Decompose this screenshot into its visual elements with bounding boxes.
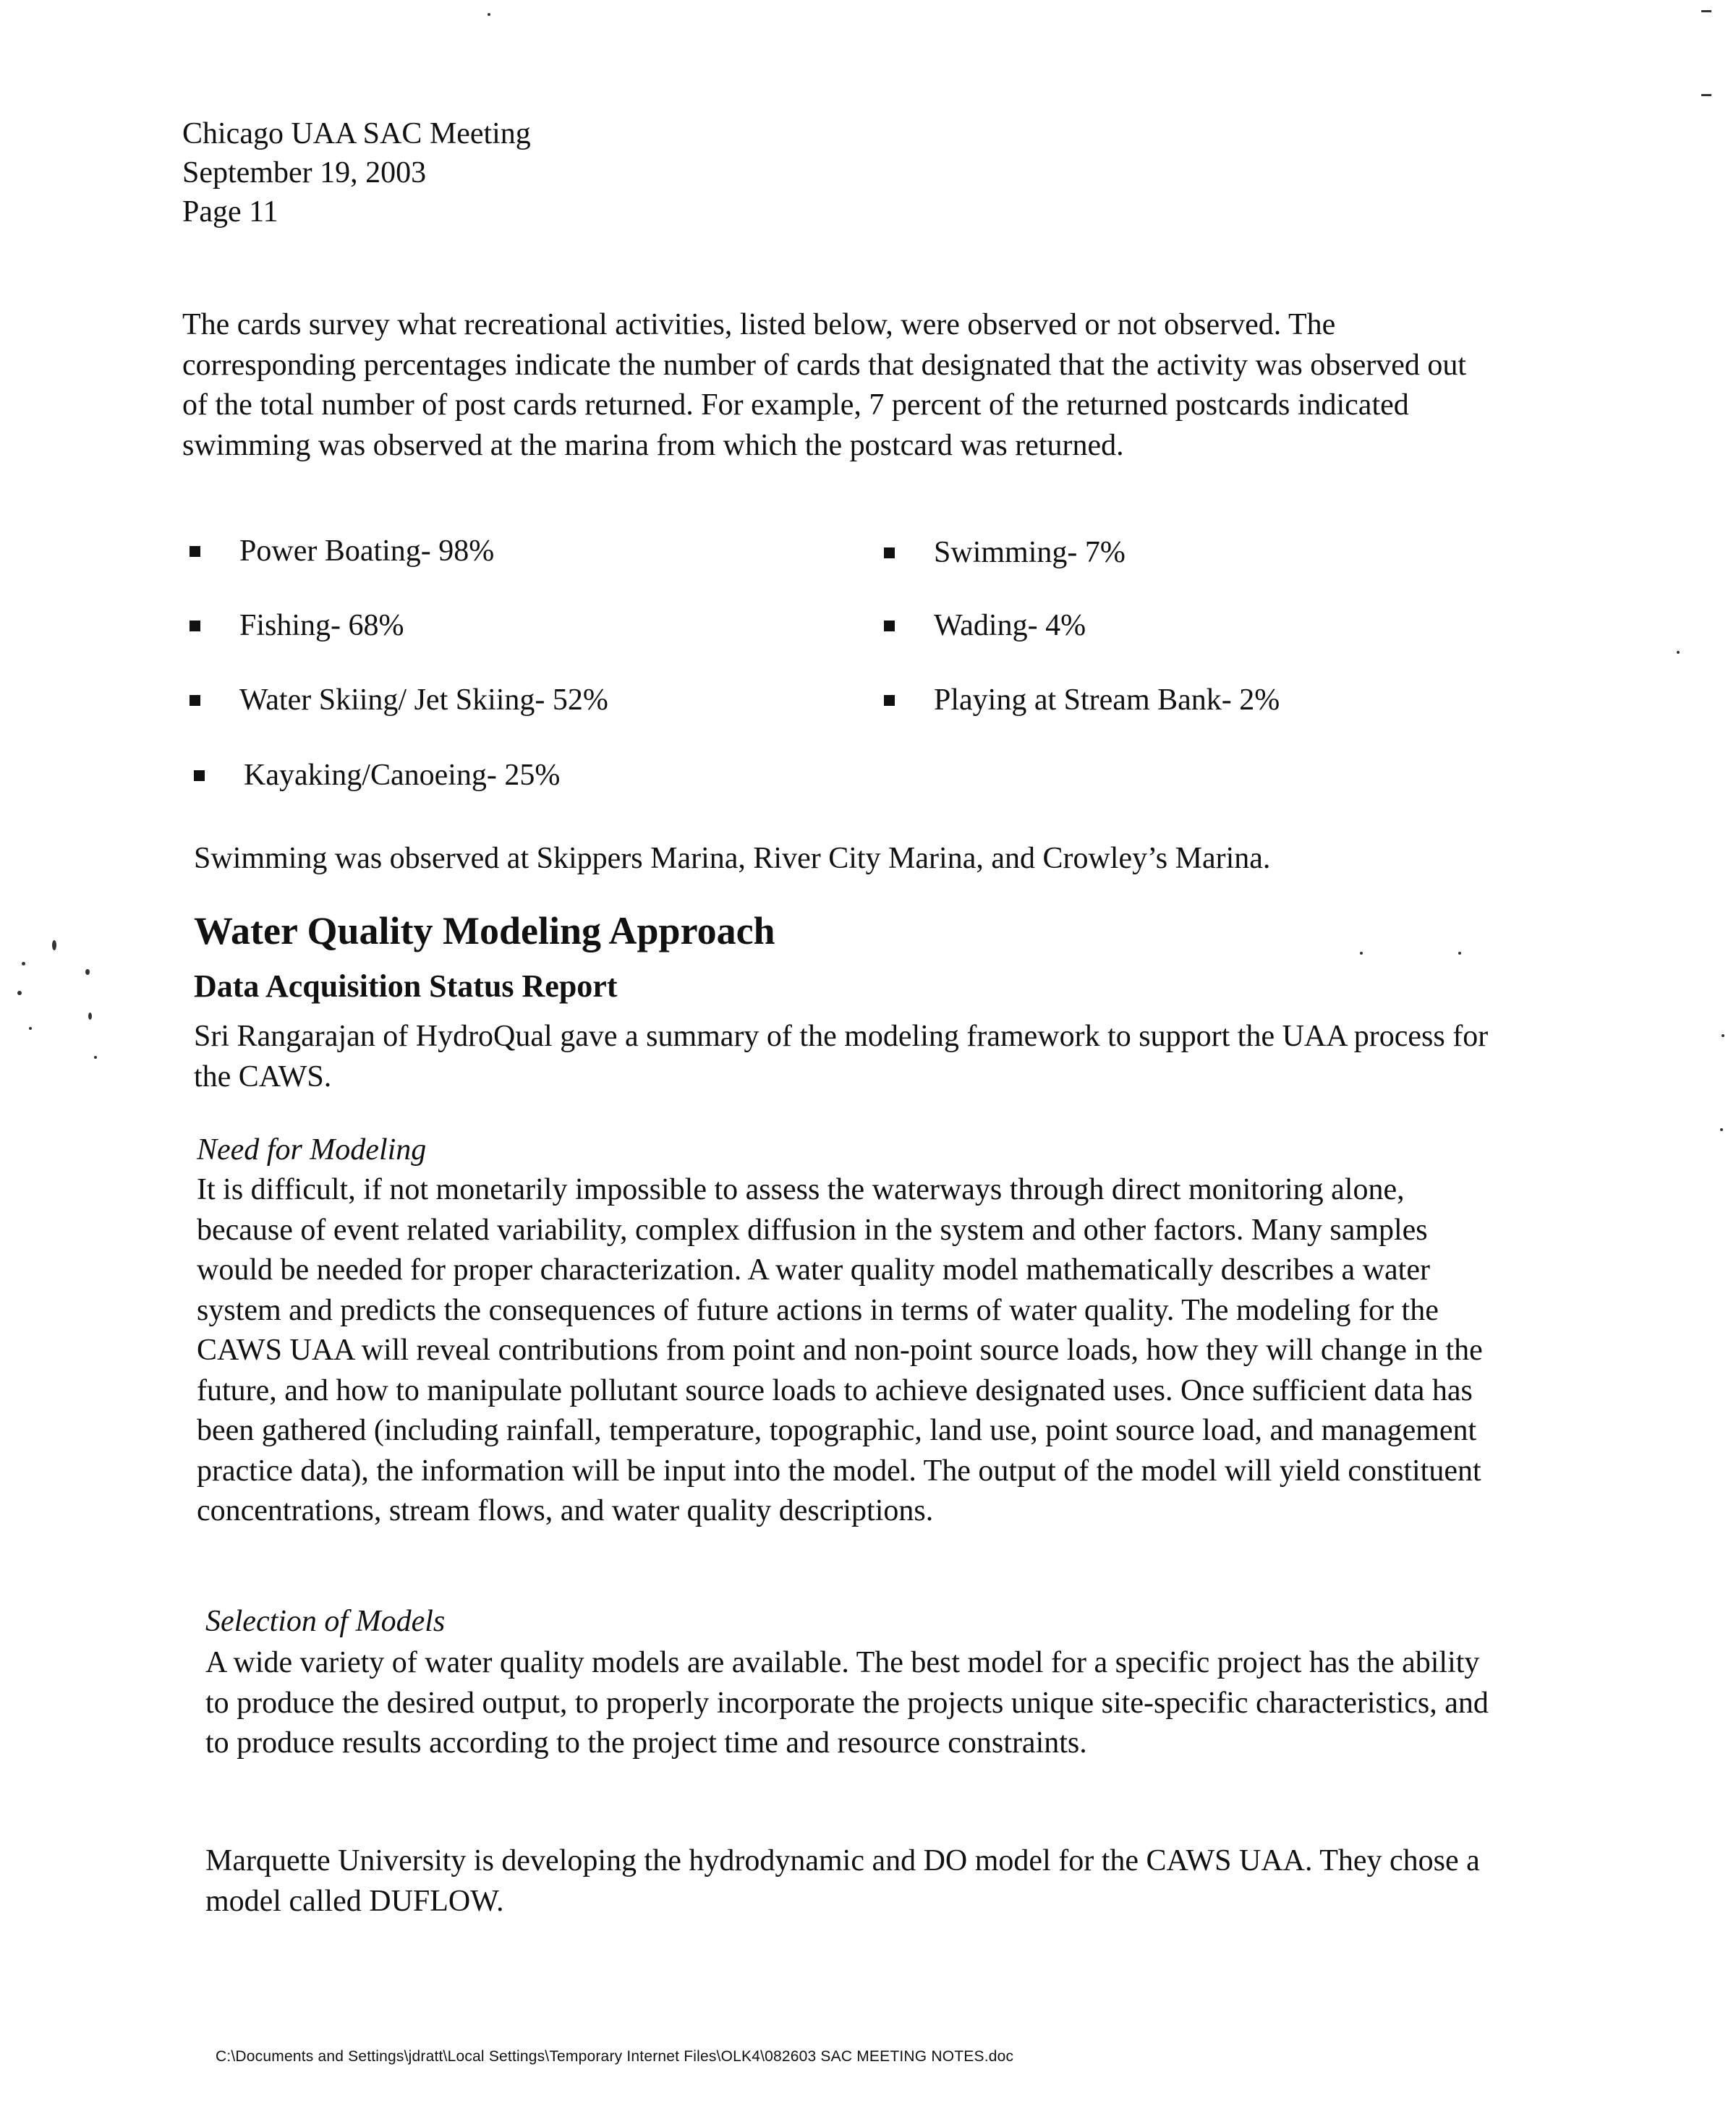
bullet-square-icon — [190, 546, 200, 557]
bullet-square-icon — [190, 695, 200, 706]
bullet-square-icon — [884, 695, 895, 706]
scan-speck — [29, 1027, 32, 1030]
activity-label: Wading- 4% — [934, 609, 1086, 642]
scan-speck — [88, 1012, 92, 1020]
scan-speck — [94, 1056, 97, 1059]
need-for-modeling-heading: Need for Modeling — [197, 1133, 427, 1167]
header-date: September 19, 2003 — [182, 156, 427, 189]
scan-speck — [1701, 10, 1711, 12]
bullet-square-icon — [190, 621, 200, 631]
document-header — [182, 114, 531, 231]
scan-speck — [1677, 651, 1680, 654]
activity-label: Power Boating- 98% — [239, 534, 495, 568]
subsection-title: Data Acquisition Status Report — [194, 968, 618, 1004]
scan-speck — [22, 962, 25, 965]
activity-label: Playing at Stream Bank- 2% — [934, 683, 1280, 717]
list-item — [884, 608, 1086, 643]
intro-paragraph: The cards survey what recreational activities, listed below, were observed or not observed. The corresponding percentages indicate the number of cards that designated that the activity was observed out of the total number of post cards returned. For example, 7 percent of the returned postcards indicated swimming was observed at the marina from which the postcard was returned. — [182, 308, 1467, 462]
activity-label: Kayaking/Canoeing- 25% — [244, 759, 561, 792]
header-meeting-title: Chicago UAA SAC Meeting — [182, 117, 531, 150]
activity-list — [190, 534, 1419, 809]
marquette-paragraph: Marquette University is developing the hydrodynamic and DO model for the CAWS UAA. They chose a model called DUFLOW. — [205, 1844, 1480, 1918]
scan-speck — [1360, 952, 1363, 955]
bullet-square-icon — [884, 547, 895, 558]
scan-speck — [17, 991, 22, 995]
selection-of-models-paragraph: A wide variety of water quality models are available. The best model for a specific project has the ability to produce the desired output, to properly incorporate the projects unique site-specific characteristics, and to produce results according to the project time and resource constraints. — [205, 1646, 1489, 1760]
scan-speck — [1458, 952, 1461, 955]
list-item — [190, 683, 608, 717]
activity-label: Fishing- 68% — [239, 609, 404, 642]
list-item — [190, 534, 494, 568]
list-item — [884, 535, 1126, 570]
list-item — [190, 608, 404, 643]
activity-label: Water Skiing/ Jet Skiing- 52% — [239, 683, 608, 717]
need-for-modeling-paragraph: It is difficult, if not monetarily impossible to assess the waterways through direct monitoring alone, because of event related variability, complex diffusion in the system and other factors. Many samples would be needed for proper characterization. A water quality model mathematically describes a water system and predicts the consequences of future actions in terms of water quality. The modeling for the CAWS UAA will reveal contributions from point and non-point source loads, how they will change in the future, and how to manipulate pollutant source loads to achieve designated uses. Once sufficient data has been gathered (including rainfall, temperature, topographic, land use, point source load, and management practice data), the information will be input into the model. The output of the model will yield constituent concentrations, stream flows, and water quality descriptions. — [197, 1173, 1483, 1527]
activity-label: Swimming- 7% — [934, 536, 1126, 569]
scan-speck — [52, 940, 56, 950]
scan-speck — [488, 13, 490, 16]
selection-of-models-heading: Selection of Models — [205, 1605, 446, 1638]
bullet-square-icon — [194, 770, 205, 781]
scan-speck — [1701, 94, 1711, 96]
list-item — [884, 683, 1280, 717]
section-title: Water Quality Modeling Approach — [194, 909, 775, 952]
header-page-number: Page 11 — [182, 195, 278, 229]
scan-speck — [85, 969, 90, 975]
bullet-square-icon — [884, 621, 895, 631]
summary-paragraph: Sri Rangarajan of HydroQual gave a summary of the modeling framework to support the UAA process for the CAWS. — [194, 1020, 1489, 1094]
footer-file-path: C:\Documents and Settings\jdratt\Local Settings\Temporary Internet Files\OLK4\082603 SAC MEETING NOTES.doc — [216, 2048, 1014, 2065]
scan-speck — [1720, 1128, 1723, 1131]
swimming-note: Swimming was observed at Skippers Marina, River City Marina, and Crowley’s Marina. — [194, 842, 1271, 875]
scan-speck — [1722, 1034, 1724, 1037]
list-item — [194, 758, 560, 793]
